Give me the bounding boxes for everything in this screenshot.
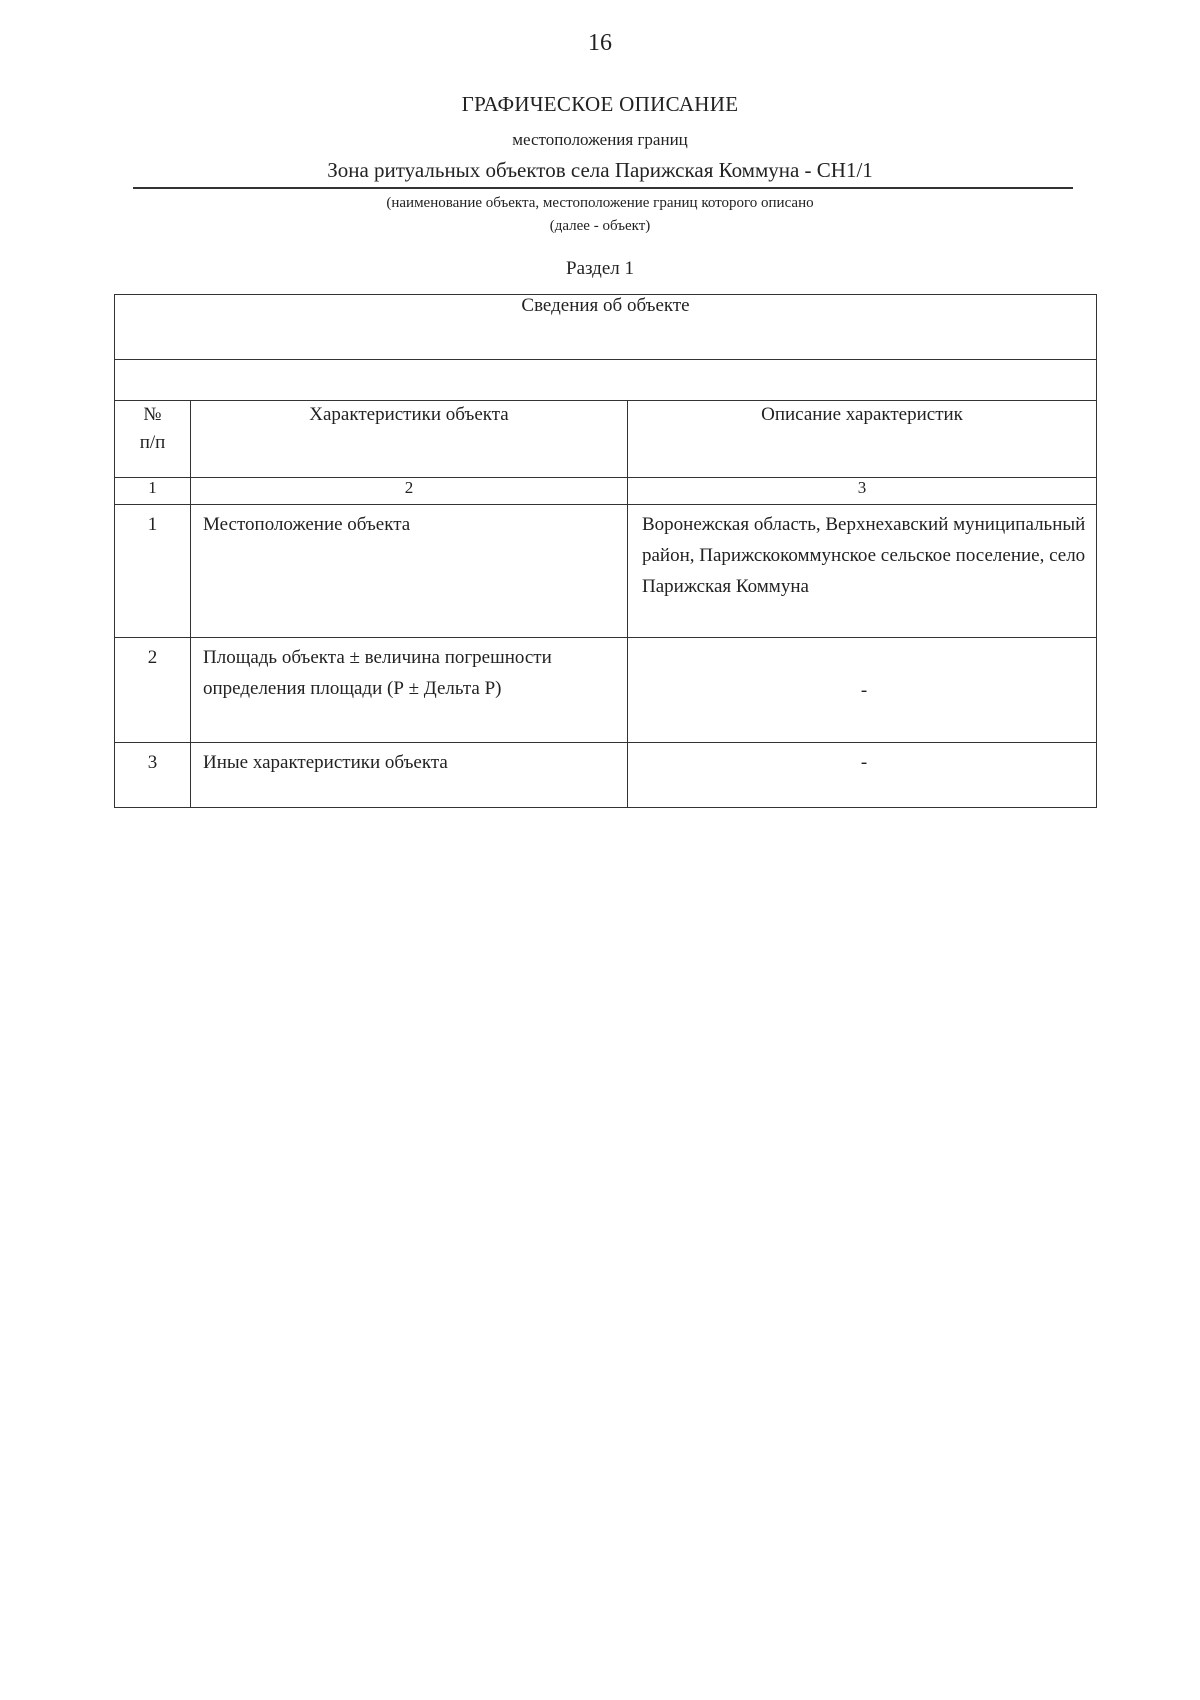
object-name: Зона ритуальных объектов села Парижская Коммуна - СН1/1 <box>327 158 873 182</box>
row-description: Воронежская область, Верхнехавский муниципальный район, Парижскокоммунское сельское поселение, село Парижская Коммуна <box>628 505 1097 638</box>
object-name-caption-line-2: (далее - объект) <box>549 218 651 234</box>
row-number: 3 <box>115 743 191 808</box>
object-name-underline <box>133 187 1073 189</box>
header-characteristics: Характеристики объекта <box>191 401 628 478</box>
table-empty-row <box>115 360 1097 401</box>
row-characteristic: Иные характеристики объекта <box>191 743 628 808</box>
header-number-line-2: п/п <box>139 432 166 453</box>
row-number: 1 <box>115 505 191 638</box>
table-title: Сведения об объекте <box>115 295 1097 360</box>
table-empty-cell <box>115 360 1097 401</box>
header-number <box>115 401 191 478</box>
table-row <box>115 505 1097 638</box>
header-number-line-1: № <box>143 404 162 425</box>
table-row <box>115 638 1097 743</box>
table-header-row <box>115 401 1097 478</box>
row-number: 2 <box>115 638 191 743</box>
table-column-index-row <box>115 478 1097 505</box>
object-info-table <box>114 294 1097 808</box>
column-index-3: 3 <box>628 478 1097 505</box>
document-title: ГРАФИЧЕСКОЕ ОПИСАНИЕ <box>461 92 739 116</box>
column-index-2: 2 <box>191 478 628 505</box>
table-row <box>115 743 1097 808</box>
document-subtitle: местоположения границ <box>512 130 688 149</box>
row-characteristic: Площадь объекта ± величина погрешности определения площади (Р ± Дельта Р) <box>191 638 628 743</box>
row-description: - <box>628 638 1097 743</box>
section-label: Раздел 1 <box>566 258 634 279</box>
header-description: Описание характеристик <box>628 401 1097 478</box>
row-description: - <box>628 743 1097 808</box>
page-number: 16 <box>588 30 612 56</box>
row-characteristic: Местоположение объекта <box>191 505 628 638</box>
table-title-row <box>115 295 1097 360</box>
column-index-1: 1 <box>115 478 191 505</box>
object-name-caption-line-1: (наименование объекта, местоположение границ которого описано <box>386 195 814 211</box>
